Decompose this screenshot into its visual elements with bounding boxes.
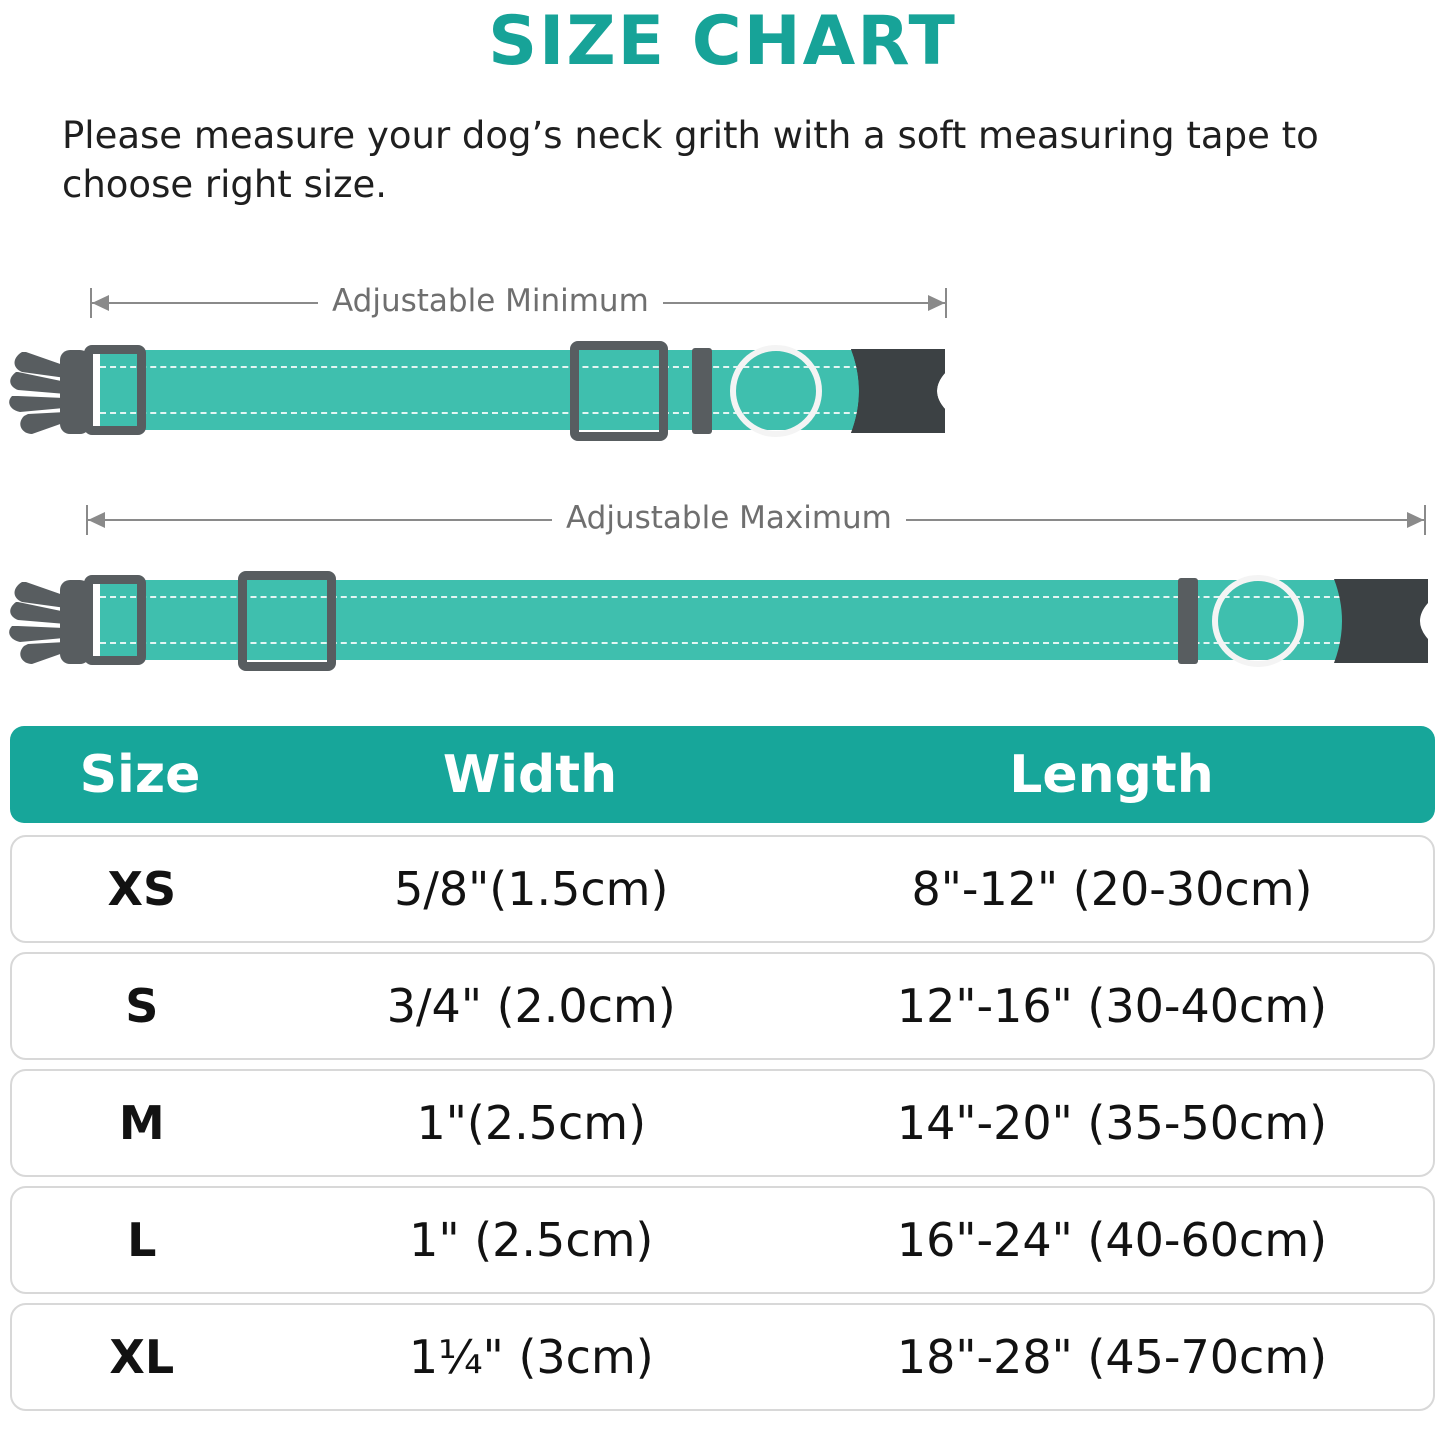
table-row bbox=[10, 952, 1435, 1060]
column-header-size: Size bbox=[79, 744, 201, 805]
cell-width: 5/8"(1.5cm) bbox=[394, 862, 669, 916]
cell-size: L bbox=[127, 1213, 157, 1267]
slider-adjuster-min bbox=[570, 341, 668, 441]
collar-diagram bbox=[0, 255, 1445, 705]
instruction-text: Please measure your dog’s neck grith with a soft measuring tape to choose right size. bbox=[62, 114, 1319, 206]
column-header-length: Length bbox=[1009, 744, 1214, 805]
dimension-min-arrow-left-icon bbox=[92, 295, 109, 311]
dimension-min-arrow-right-icon bbox=[928, 295, 945, 311]
size-table bbox=[10, 726, 1435, 1420]
side-release-buckle-max-icon bbox=[1328, 569, 1438, 673]
d-ring-min bbox=[730, 345, 822, 437]
page-title: SIZE CHART bbox=[488, 2, 957, 81]
cell-width: 1" (2.5cm) bbox=[409, 1213, 654, 1267]
table-row bbox=[10, 1186, 1435, 1294]
cell-size: M bbox=[118, 1096, 165, 1150]
d-ring-max bbox=[1212, 575, 1304, 667]
table-row bbox=[10, 835, 1435, 943]
cell-size: XS bbox=[107, 862, 177, 916]
adjuster-buckle-left-min bbox=[84, 345, 146, 435]
cell-length: 12"-16" (30-40cm) bbox=[896, 979, 1328, 1033]
column-header-width: Width bbox=[442, 744, 618, 805]
cell-size: XL bbox=[109, 1330, 175, 1384]
keeper-loop-min bbox=[692, 348, 712, 434]
cell-width: 1"(2.5cm) bbox=[416, 1096, 647, 1150]
table-row bbox=[10, 1303, 1435, 1411]
cell-length: 16"-24" (40-60cm) bbox=[896, 1213, 1328, 1267]
dimension-max-arrow-right-icon bbox=[1407, 512, 1424, 528]
dimension-min-label: Adjustable Minimum bbox=[318, 283, 663, 319]
cell-width: 1¼" (3cm) bbox=[408, 1330, 654, 1384]
cell-width: 3/4" (2.0cm) bbox=[386, 979, 676, 1033]
dimension-max-arrow-left-icon bbox=[88, 512, 105, 528]
table-row bbox=[10, 1069, 1435, 1177]
cell-length: 8"-12" (20-30cm) bbox=[911, 862, 1313, 916]
table-header-row bbox=[10, 726, 1435, 823]
side-release-buckle-min-icon bbox=[845, 339, 955, 443]
slider-adjuster-max bbox=[238, 571, 336, 671]
cell-size: S bbox=[125, 979, 159, 1033]
keeper-loop-max bbox=[1178, 578, 1198, 664]
cell-length: 18"-28" (45-70cm) bbox=[896, 1330, 1328, 1384]
cell-length: 14"-20" (35-50cm) bbox=[896, 1096, 1328, 1150]
dimension-max-label: Adjustable Maximum bbox=[552, 500, 906, 536]
adjuster-buckle-left-max bbox=[84, 575, 146, 665]
dimension-min-right-cap bbox=[945, 288, 947, 318]
